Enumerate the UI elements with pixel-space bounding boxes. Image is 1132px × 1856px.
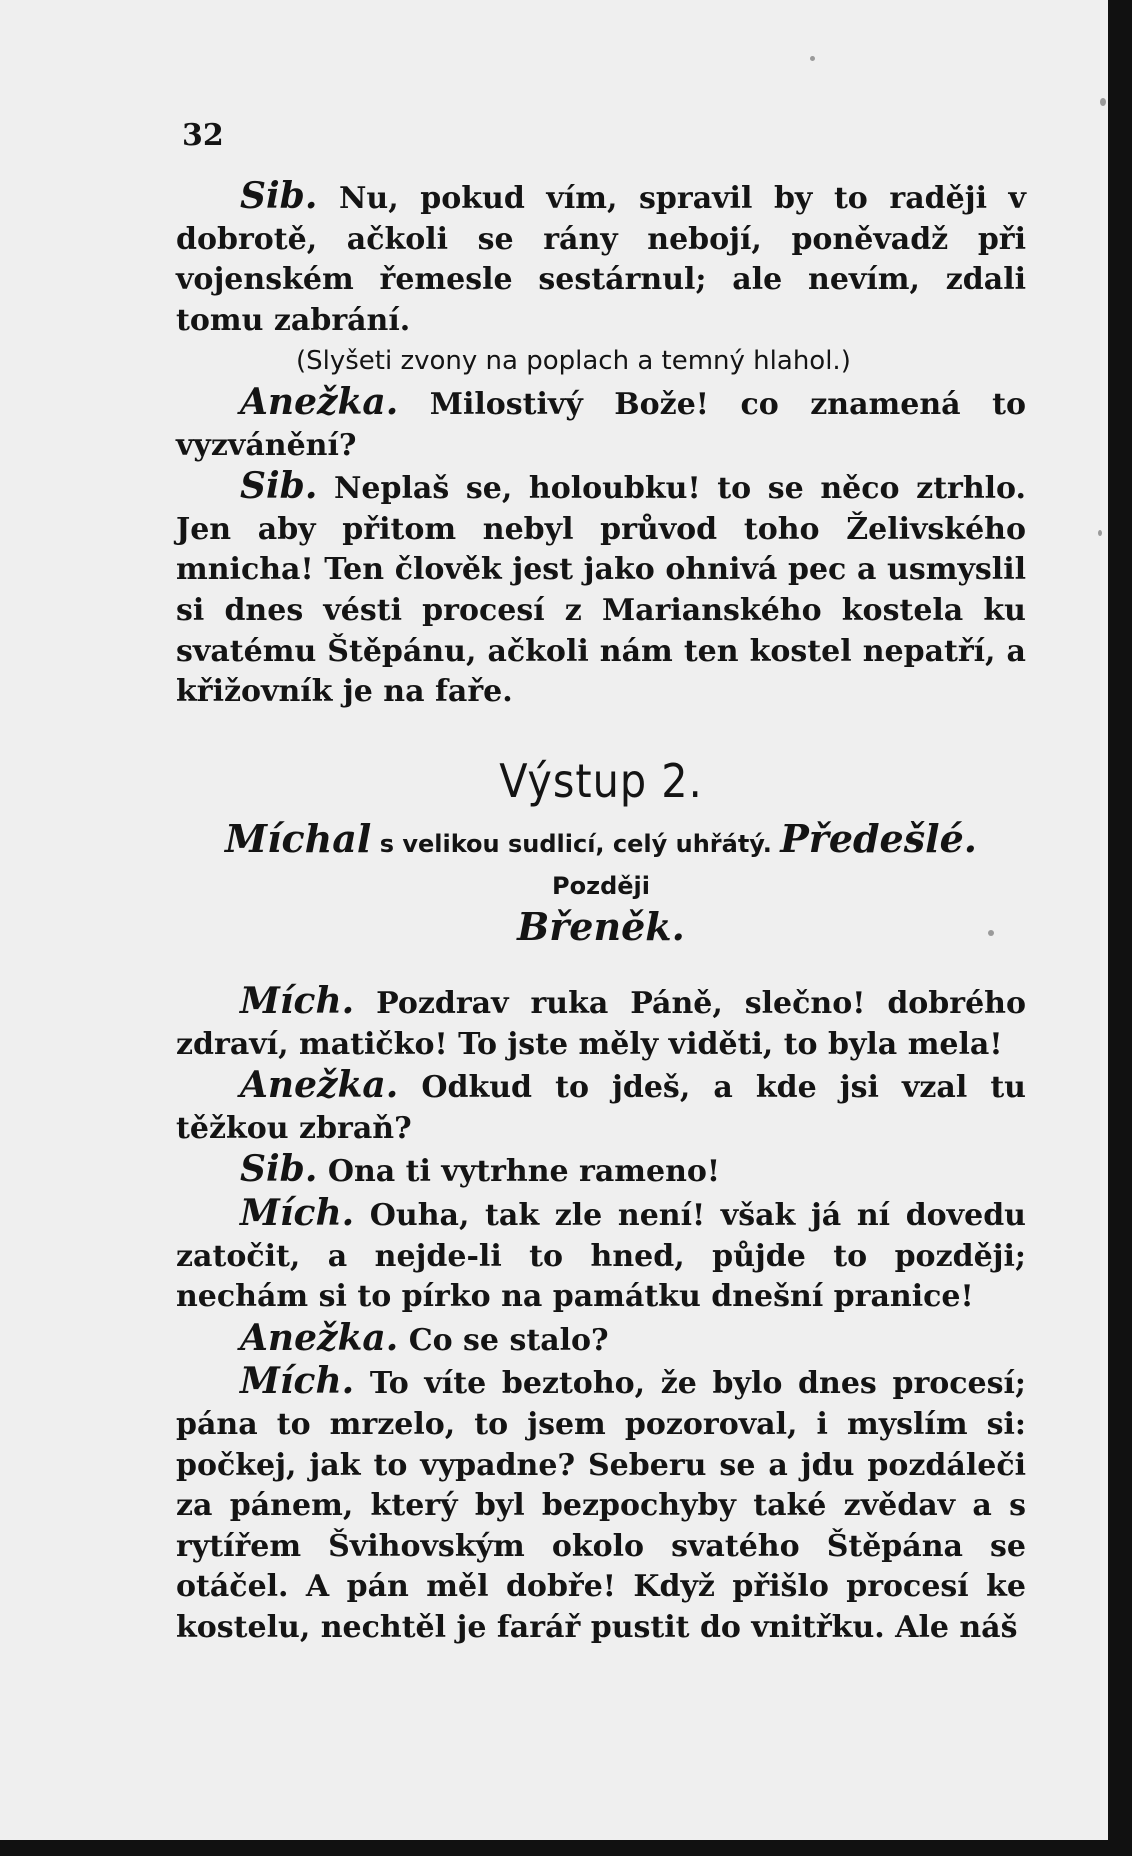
scan-border-bottom <box>0 1840 1132 1856</box>
dialogue-text: To víte beztoho, že bylo dnes procesí; pána to mrzelo, to jsem pozoroval, i myslím si: počkej, jak to vypadne? Seberu se a jdu pozdáleči za pánem, který byl bezpochyby také zvědav a s rytířem Švihovským okolo svatého Štěpána se otáčel. A pán měl dobře! Když přišlo procesí ke kostelu, nechtěl je farář pustit do vnitřku. Ale náš <box>176 1366 1026 1645</box>
cast-name: Míchal <box>225 816 372 862</box>
speaker-name: Sib. <box>240 175 318 217</box>
dialogue-paragraph <box>176 1065 1026 1149</box>
speaker-name: Mích. <box>240 1192 355 1235</box>
speaker-name: Mích. <box>240 980 355 1023</box>
dialogue-text: Co se stalo? <box>398 1322 609 1358</box>
speaker-name: Anežka. <box>240 1316 399 1359</box>
dialogue-paragraph <box>176 176 1026 341</box>
dialogue-paragraph <box>176 1193 1026 1318</box>
dialogue-paragraph <box>176 382 1026 466</box>
scan-speck <box>1100 98 1106 106</box>
cast-note: s velikou sudlicí, celý uhřátý. <box>371 830 781 859</box>
dialogue-text: Ouha, tak zle není! však já ní dovedu zatočit, a nejde-li to hned, půjde to později; nechám si to pírko na památku dnešní pranice! <box>176 1198 1026 1315</box>
dialogue-text: Neplaš se, holoubku! to se něco ztrhlo. Jen aby přitom nebyl průvod toho Želivského mnicha! Ten člověk jest jako ohnivá pec a usmyslil si dnes vésti procesí z Marianského kostela ku svatému Štěpánu, ačkoli nám ten kostel nepatří, a křižovník je na faře. <box>176 471 1026 710</box>
cast-name: Předešlé. <box>780 816 977 862</box>
speaker-name: Anežka. <box>240 380 399 423</box>
dialogue-paragraph <box>176 1318 1026 1362</box>
dialogue-paragraph <box>176 466 1026 713</box>
scene-heading: Výstup 2. <box>499 753 703 808</box>
dialogue-text: Milostivý Bože! co znamená to vyzvánění? <box>176 386 1026 463</box>
dialogue-paragraph <box>176 1361 1026 1648</box>
scan-speck <box>988 930 994 936</box>
dialogue-text: Ona ti vytrhne rameno! <box>317 1154 721 1190</box>
cast-name: Břeněk. <box>517 903 685 949</box>
cast-note: Později <box>552 871 650 900</box>
stage-direction: (Slyšeti zvony na poplach a temný hlahol.) <box>296 346 851 377</box>
dialogue-text: Odkud to jdeš, a kde jsi vzal tu těžkou zbraň? <box>176 1070 1026 1146</box>
dialogue-paragraph <box>176 1149 1026 1193</box>
scan-speck <box>1098 530 1102 536</box>
speaker-name: Sib. <box>240 465 318 508</box>
scan-speck <box>810 56 815 61</box>
page-text <box>176 176 1026 1649</box>
scene-cast-list <box>176 816 1026 951</box>
speaker-name: Sib. <box>240 1148 318 1191</box>
scan-border-right <box>1108 0 1132 1856</box>
speaker-name: Mích. <box>240 1360 355 1403</box>
dialogue-text: Pozdrav ruka Páně, slečno! dobrého zdraví, matičko! To jste měly viděti, to byla mela! <box>176 986 1026 1062</box>
speaker-name: Anežka. <box>240 1064 399 1107</box>
dialogue-text: Nu, pokud vím, spravil by to raději v dobrotě, ačkoli se rány nebojí, poněvadž při vojenském řemesle sestárnul; ale nevím, zdali tomu zabrání. <box>176 181 1026 338</box>
dialogue-paragraph <box>176 981 1026 1065</box>
page-number: 32 <box>182 118 224 153</box>
